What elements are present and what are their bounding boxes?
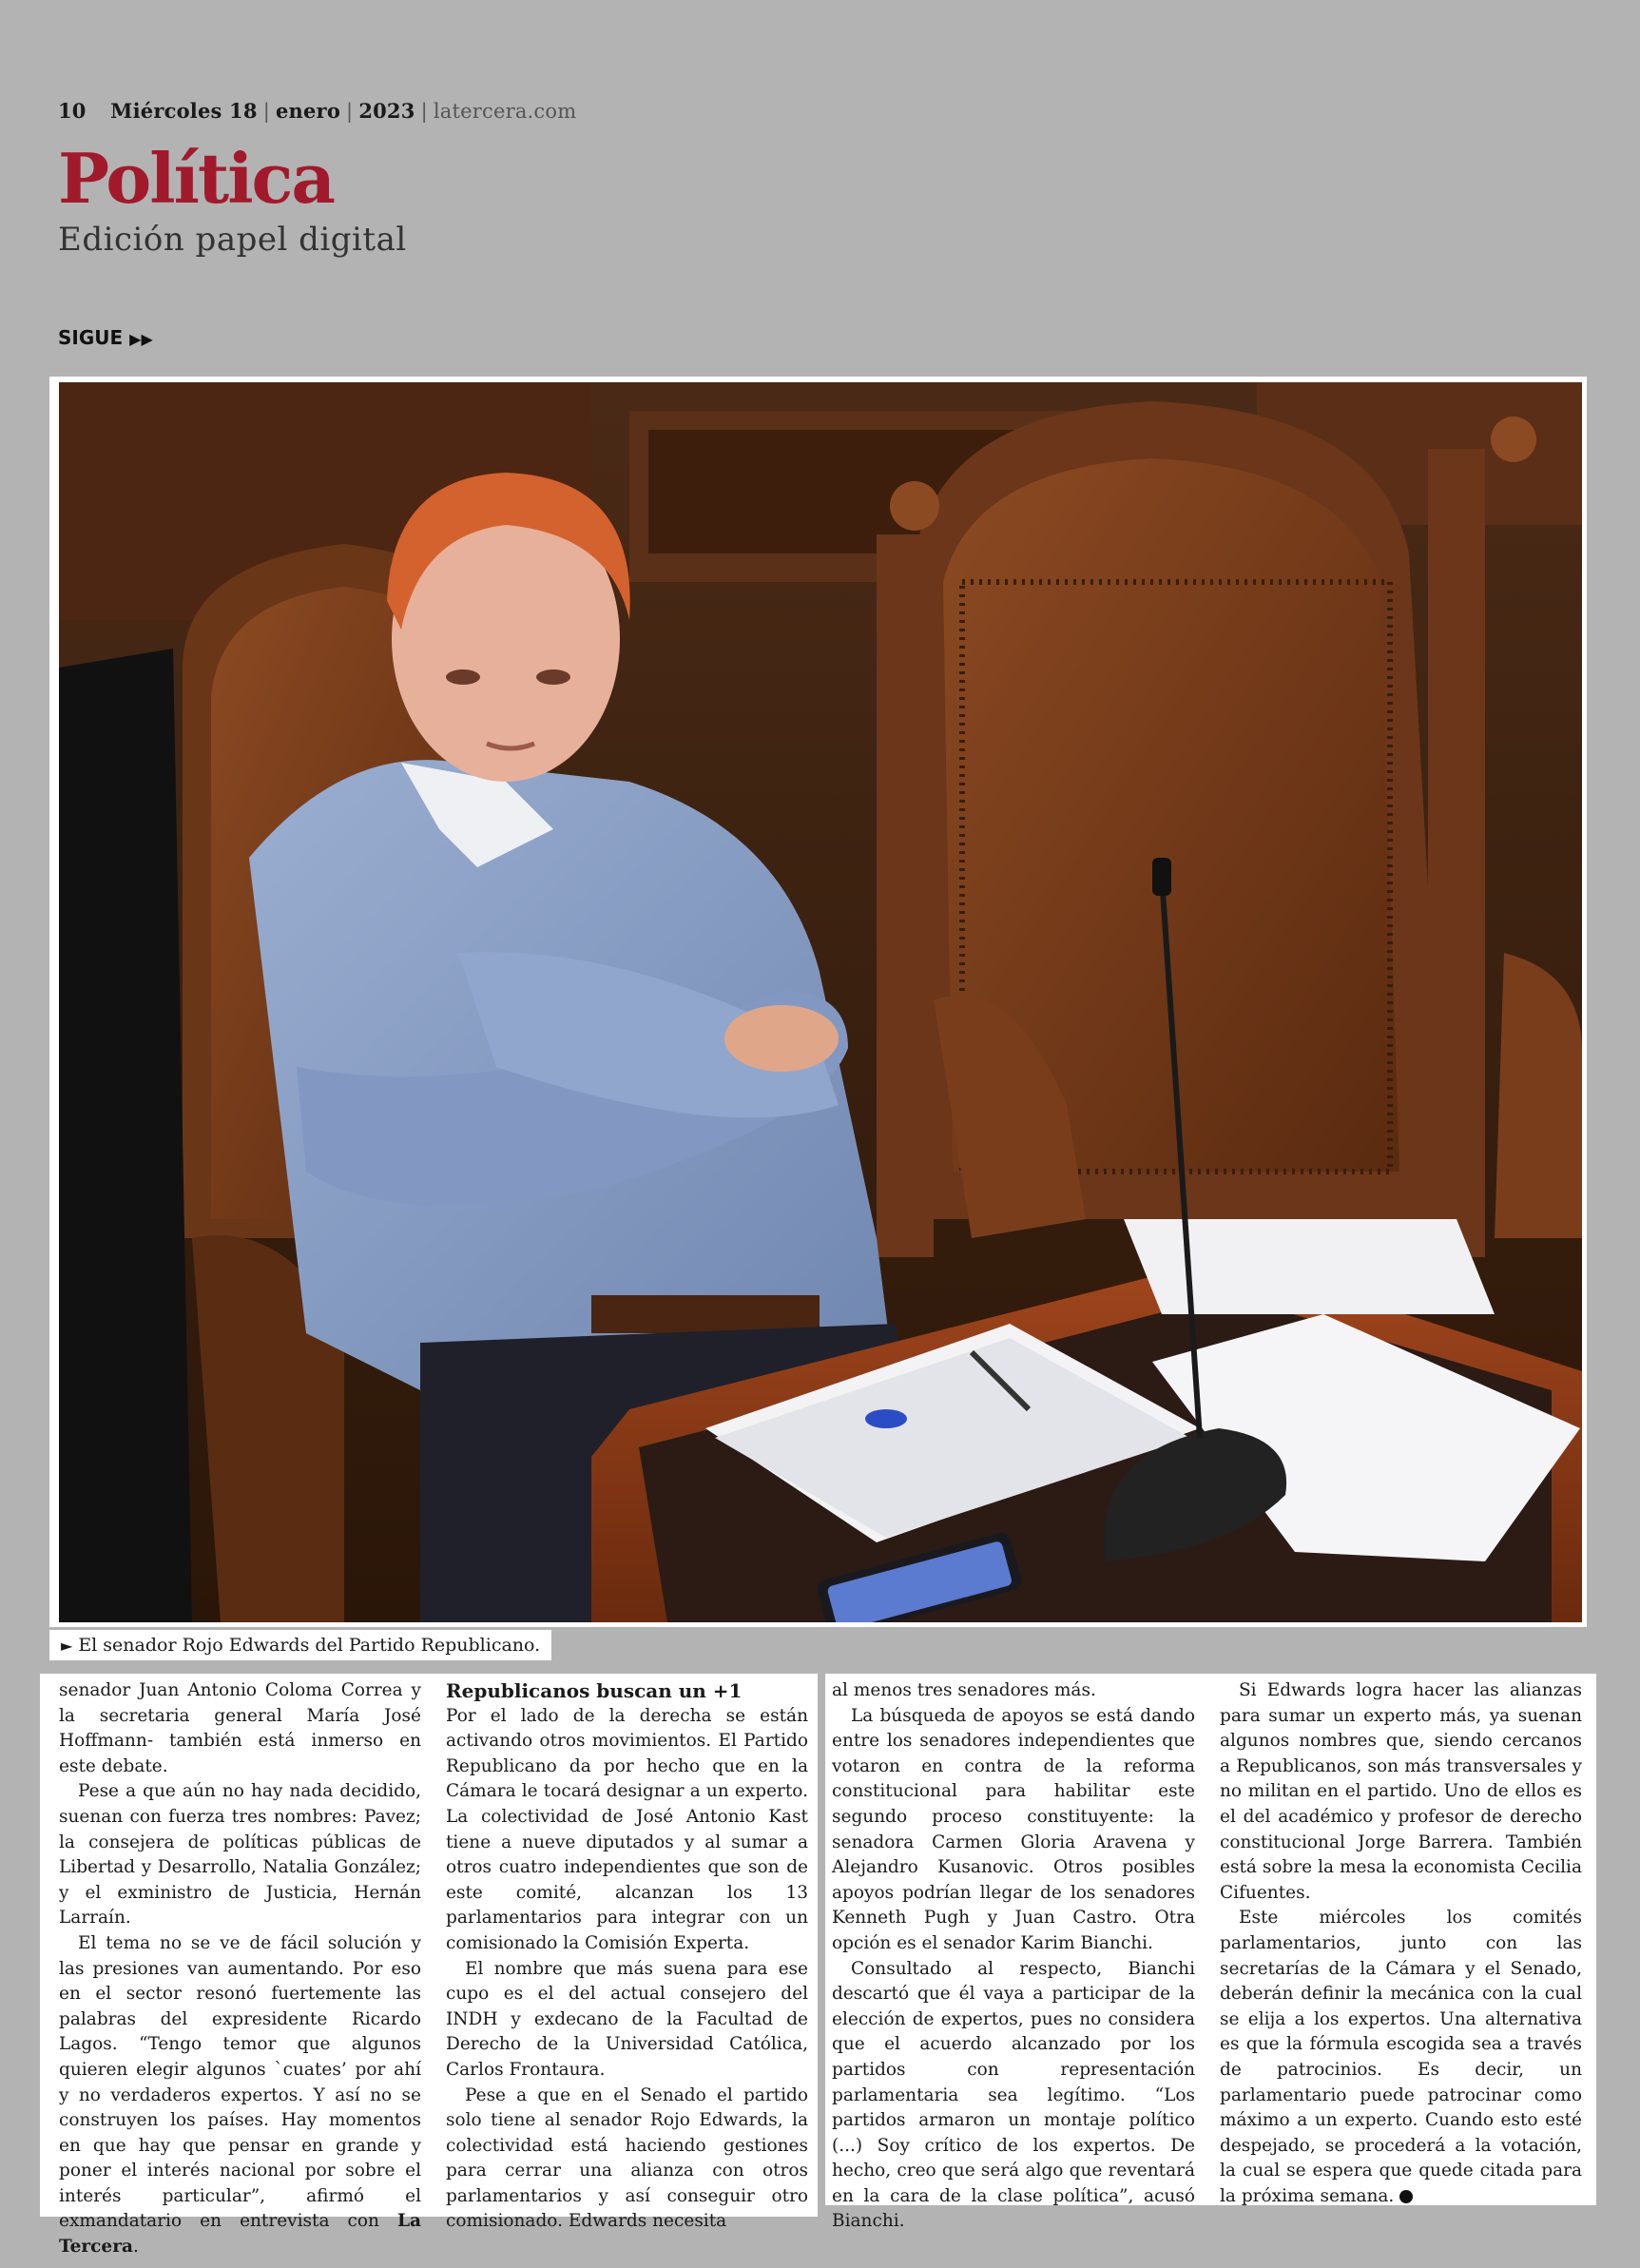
- section-subtitle: Edición papel digital: [58, 221, 407, 259]
- col1-paragraph-3-text: El tema no se ve de fácil solución y las presiones van aumentando. Por eso en el sector resonó fuertemente las palabras del expresidente Ricardo Lagos. “Tengo temor que algunos quieren elegir algunos `cuates’ por ahí y no verdaderos expertos. Y así no se construyen los países. Hay momentos en que hay que pensar en grande y poner el interés nacional por sobre el interés particular”, afirmó el exmandatario en entrevista con: [59, 1932, 421, 2232]
- col4-paragraph-2: [1220, 1906, 1582, 2209]
- subheading: Republicanos buscan un +1: [446, 1679, 743, 1702]
- date-year: 2023: [358, 99, 415, 123]
- caption-marker-icon: ►: [61, 1637, 73, 1655]
- page-number: 10: [58, 99, 87, 123]
- col4-paragraph-2-text: Este miércoles los comités parlamentarios, junto con las secretarías de la Cámara y el Senado, deberán definir la mecánica con la cual se elija a los expertos. Una alternativa es que la fórmula escogida sea a través de patrocinios. Es decir, un parlamentario puede patrocinar como máximo a un experto. Cuando esto esté despejado, se procederá a la votación, la cual se espera que quede citada para la próxima semana.: [1220, 1908, 1582, 2206]
- senate-scene-illustration: [59, 382, 1582, 1622]
- col1-paragraph-2: Pese a que aún no hay nada decidido, suenan con fuerza tres nombres: Pavez; la consejera de políticas públicas de Libertad y Desarrollo, Natalia González; y el exministro de Justicia, Hernán Larraín.: [59, 1781, 421, 1929]
- col1-paragraph-3-end: .: [132, 2237, 139, 2258]
- col3-paragraph-2: Consultado al respecto, Bianchi descartó que él vaya a participar de la elección de expertos, pues no considera que el acuerdo alcanzado por los partidos con representación parlamentaria sea legítimo. “Los partidos armaron un montaje político (...) Soy crítico de los expertos. De hecho, creo que será algo que reventará en la cara de la clase política”, acusó Bianchi.: [832, 1958, 1195, 2232]
- senator-photo: [59, 382, 1582, 1622]
- article-column-2: [446, 1678, 808, 2235]
- col2-paragraph-2: El nombre que más suena para ese cupo es el del actual consejero del INDH y exdecano de la Facultad de Derecho de la Universidad Católica, Carlos Frontaura.: [446, 1958, 808, 2080]
- col1-paragraph-3: [59, 1931, 421, 2260]
- col1-paragraph-1: senador Juan Antonio Coloma Correa y la secretaria general María José Hoffmann- también está inmerso en este debate.: [59, 1680, 421, 1776]
- newspaper-name: La Tercera: [59, 2211, 422, 2258]
- col2-paragraph-1: Por el lado de la derecha se están activando otros movimientos. El Partido Republicano da por hecho que en la Cámara le tocará designar a un experto. La colectividad de José Antonio Kast tiene a nueve diputados y al sumar a otros cuatro independientes que son de este comité, alcanzan los 13 parlamentarios para integrar con un comisionado la Comisión Experta.: [446, 1705, 808, 1953]
- photo-caption: [49, 1630, 551, 1660]
- sigue-label: SIGUE: [58, 326, 124, 349]
- site-link[interactable]: latercera.com: [433, 100, 577, 123]
- end-of-article-icon: [1399, 2190, 1413, 2203]
- article-column-4: [1220, 1678, 1582, 2209]
- page-header: 10 Miércoles 18 | enero | 2023 | latercera.com: [58, 99, 577, 123]
- article-column-1: [59, 1678, 421, 2260]
- double-arrow-icon: ▶▶: [129, 330, 153, 348]
- section-title: Política: [58, 138, 335, 219]
- date-day: Miércoles 18: [110, 99, 258, 123]
- col4-paragraph-1: Si Edwards logra hacer las alianzas para sumar un experto más, ya suenan algunos nombres que, siendo cercanos a Republicanos, son más transversales y no militan en el partido. Uno de ellos es el del académico y profesor de derecho constitucional Jorge Barrera. También está sobre la mesa la economista Cecilia Cifuentes.: [1220, 1680, 1582, 1903]
- sigue-link[interactable]: [58, 326, 153, 349]
- date-month: enero: [275, 99, 341, 123]
- col3-paragraph-0: al menos tres senadores más.: [832, 1680, 1096, 1700]
- article-column-3: [832, 1678, 1195, 2235]
- caption-text: El senador Rojo Edwards del Partido Republicano.: [78, 1635, 541, 1656]
- col3-paragraph-1: La búsqueda de apoyos se está dando entre los senadores independientes que votaron en contra de la reforma constitucional para habilitar este segundo proceso constituyente: la senadora Carmen Gloria Aravena y Alejandro Kusanovic. Otros posibles apoyos podrían llegar de los senadores Kenneth Pugh y Juan Castro. Otra opción es el senador Karim Bianchi.: [832, 1705, 1195, 1953]
- col2-paragraph-3: Pese a que en el Senado el partido solo tiene al senador Rojo Edwards, la colectividad está haciendo gestiones para cerrar una alianza con otros parlamentarios y así conseguir otro comisionado. Edwards necesita: [446, 2084, 808, 2232]
